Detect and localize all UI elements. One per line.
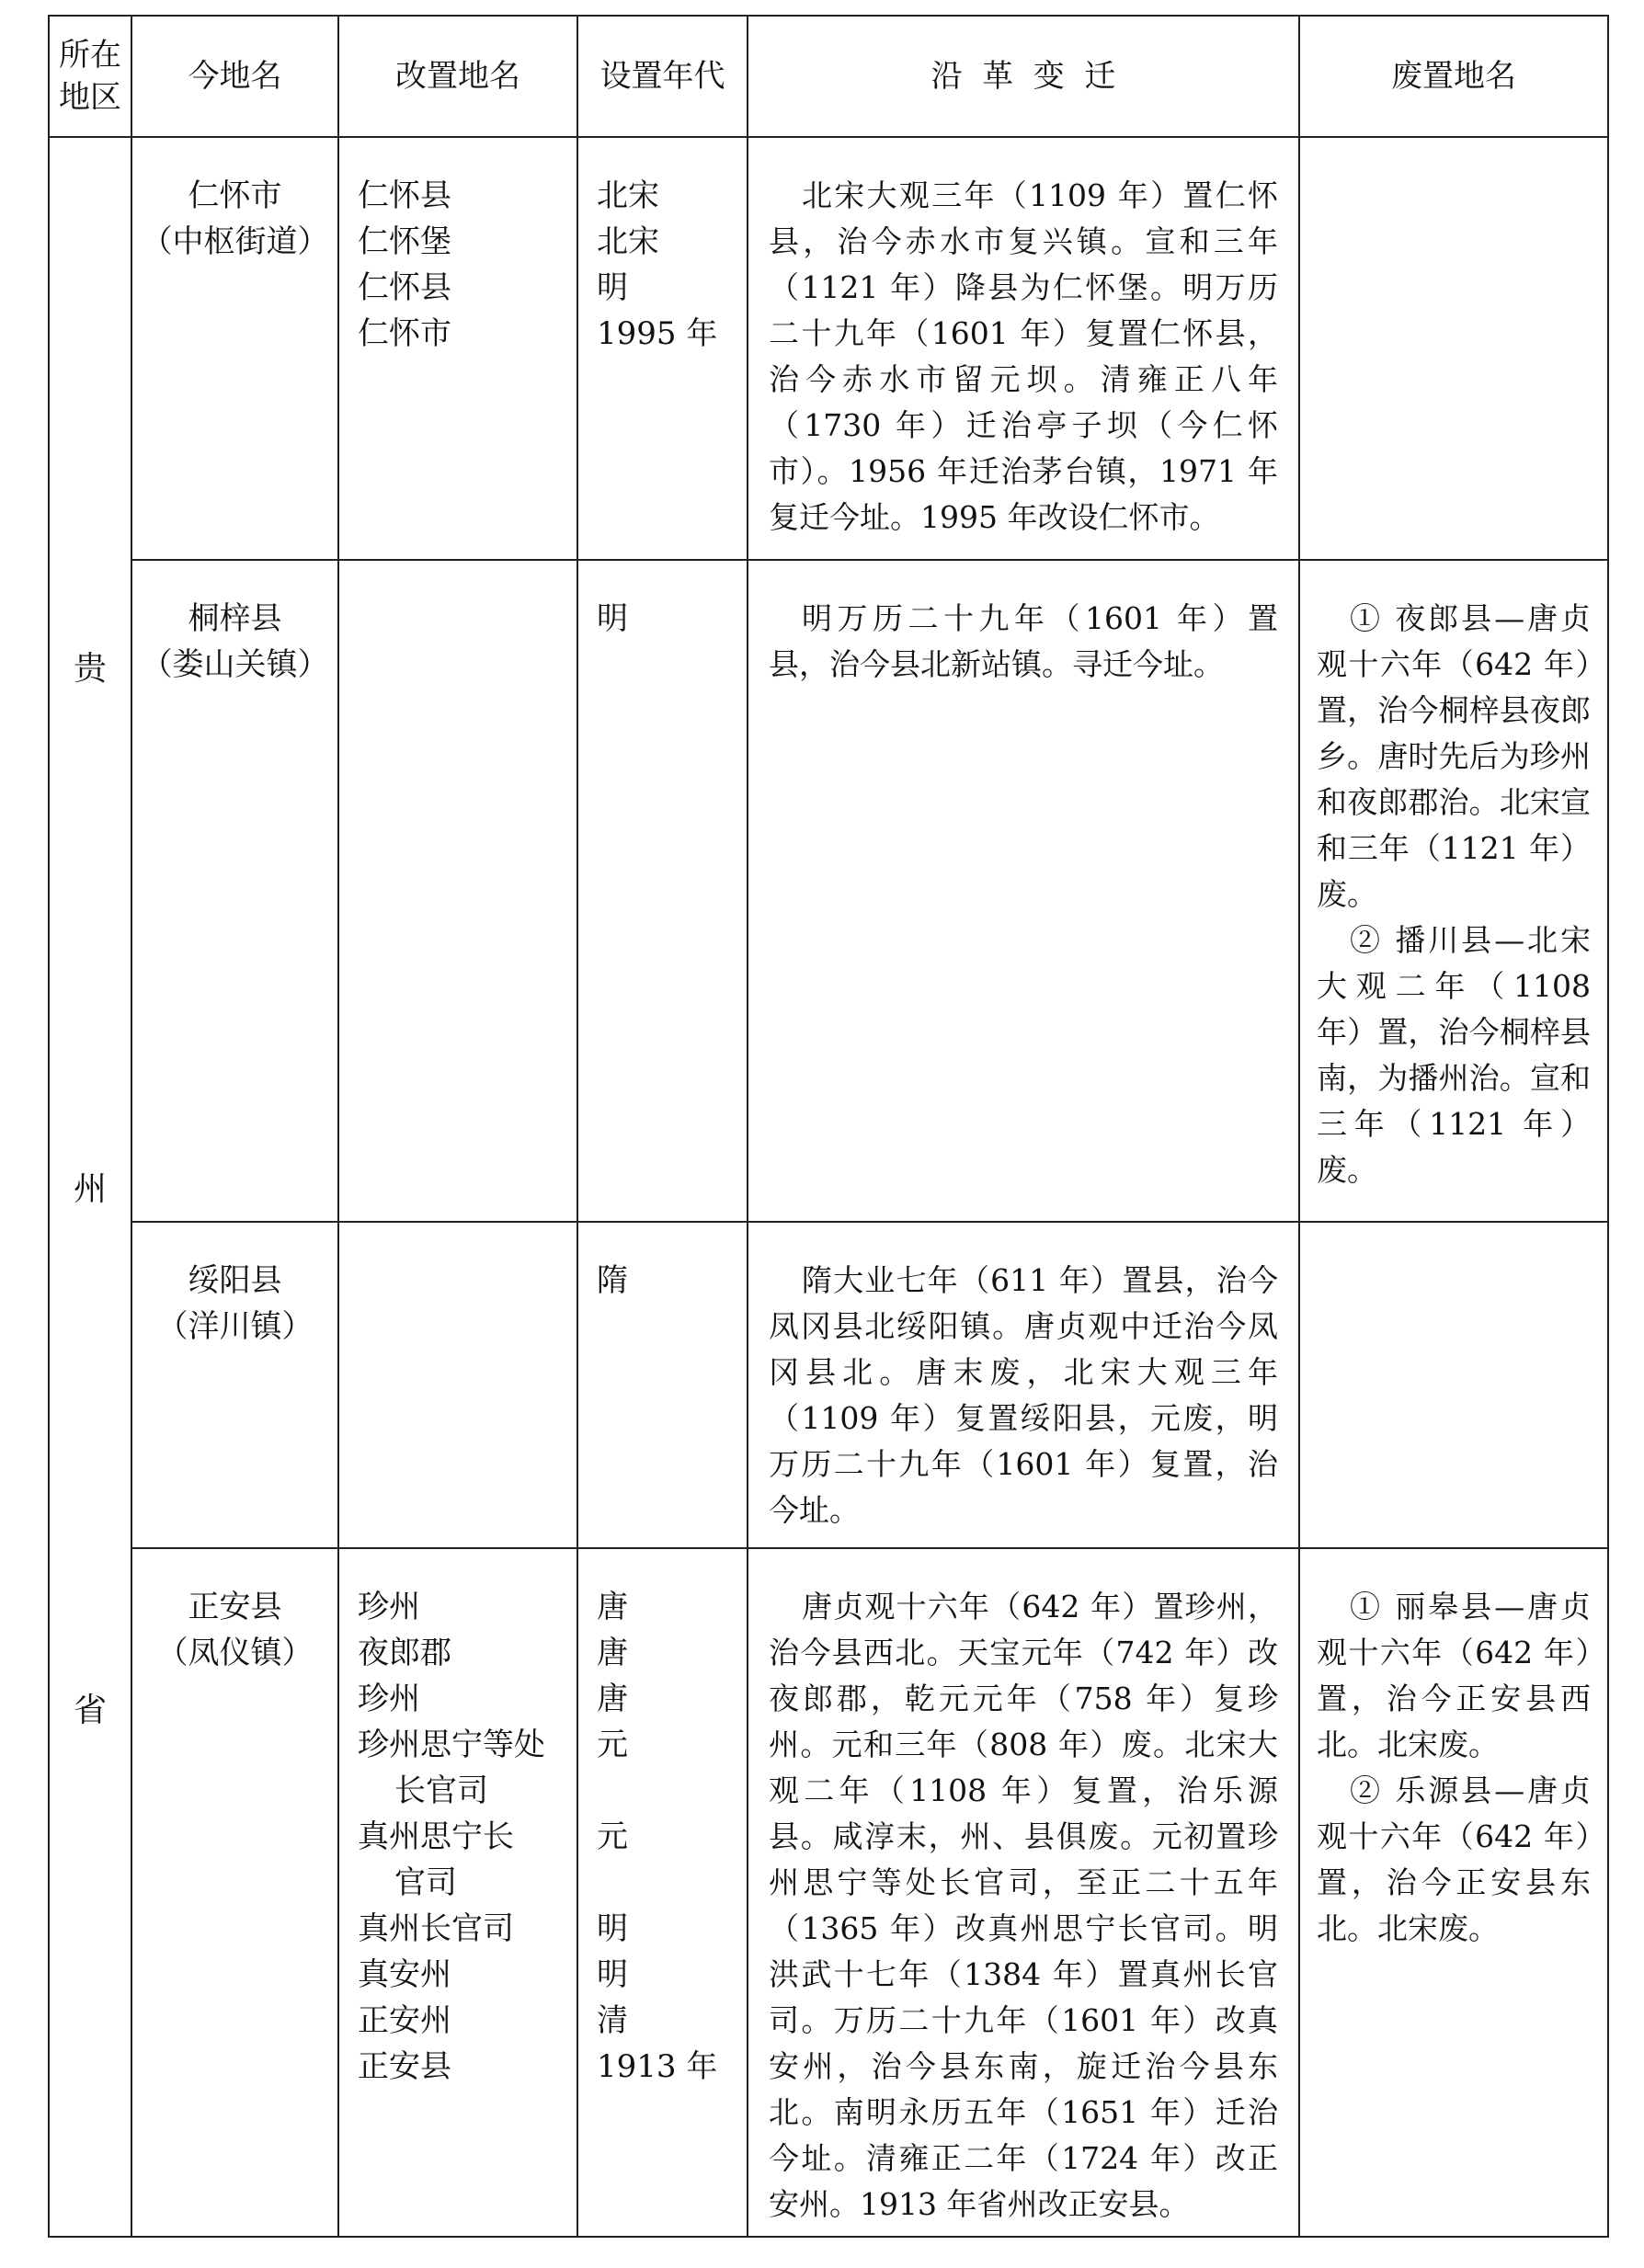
header-abolished: 废置地名 xyxy=(1299,16,1608,137)
history-text: 明万历二十九年（1601 年）置县，治今县北新站镇。寻迁今址。 xyxy=(769,600,1278,682)
renamed-cell xyxy=(338,1548,577,2237)
renamed-item: 正安县 xyxy=(358,2048,451,2085)
year-cell xyxy=(577,1548,748,2237)
year-item: 明 xyxy=(597,600,628,637)
renamed-cell xyxy=(338,137,577,560)
header-renamed: 改置地名 xyxy=(338,16,577,137)
renamed-item: 真州思宁长 xyxy=(358,1818,514,1855)
history-text: 隋大业七年（611 年）置县，治今凤冈县北绥阳镇。唐贞观中迁治今凤冈县北。唐末废，北宋大观三年（1109 年）复置绥阳县，元废，明万历二十九年（1601 年）复置，治今址。 xyxy=(769,1262,1278,1528)
year-item: 北宋 xyxy=(597,223,659,260)
abolished-cell xyxy=(1299,137,1608,560)
year-item: 明 xyxy=(597,1910,628,1947)
header-current-name: 今地名 xyxy=(131,16,338,137)
table-row xyxy=(49,560,1608,1222)
year-item: 唐 xyxy=(597,1681,628,1717)
region-char: 州 xyxy=(73,1170,107,1209)
renamed-item: 长官司 xyxy=(394,1772,488,1809)
current-name: 绥阳县 xyxy=(188,1262,282,1299)
abolished-item: ① 丽皋县—唐贞观十六年（642 年）置，治今正安县西北。北宋废。 xyxy=(1317,1589,1591,1762)
header-history: 沿 革 变 迁 xyxy=(748,16,1299,137)
renamed-item: 官司 xyxy=(394,1864,457,1901)
year-item: 元 xyxy=(597,1818,628,1855)
year-item: 隋 xyxy=(597,1262,628,1299)
year-cell xyxy=(577,137,748,560)
current-name-cell xyxy=(131,1222,338,1548)
region-char: 贵 xyxy=(73,649,107,688)
region-cell xyxy=(49,137,131,2237)
renamed-cell xyxy=(338,1222,577,1548)
table-row xyxy=(49,1222,1608,1548)
gazetteer-table xyxy=(48,15,1609,2238)
history-text: 唐贞观十六年（642 年）置珍州，治今县西北。天宝元年（742 年）改夜郎郡，乾元元年（758 年）复珍州。元和三年（808 年）废。北宋大观二年（1108 年）复置，治乐源县。咸淳末，州、县俱废。元初置珍州思宁等处长官司，至正二十五年（1365 年）改真州思宁长官司。明洪武十七年（1384 年）置真州长官司。万历二十九年（1601 年）改真安州，治今县东南，旋迁治今县东北。南明永历五年（1651 年）迁治今址。清雍正二年（1724 年）改正安州。1913 年省州改正安县。 xyxy=(769,1589,1278,2222)
history-cell xyxy=(748,1222,1299,1548)
seat-name: （洋川镇） xyxy=(156,1308,314,1345)
abolished-cell xyxy=(1299,1548,1608,2237)
abolished-item: ② 播川县—北宋大观二年（1108 年）置，治今桐梓县南，为播州治。宣和三年（1121 年）废。 xyxy=(1317,922,1591,1188)
current-name: 桐梓县 xyxy=(188,600,282,637)
year-item: 唐 xyxy=(597,1635,628,1671)
history-cell xyxy=(748,137,1299,560)
year-item: 1995 年 xyxy=(597,315,718,352)
current-name: 正安县 xyxy=(188,1589,282,1625)
renamed-item: 真州长官司 xyxy=(358,1910,514,1947)
seat-name: （娄山关镇） xyxy=(141,646,329,683)
year-cell xyxy=(577,560,748,1222)
year-item: 清 xyxy=(597,2002,628,2039)
region-char: 省 xyxy=(73,1692,107,1730)
history-text: 北宋大观三年（1109 年）置仁怀县，治今赤水市复兴镇。宣和三年（1121 年）降县为仁怀堡。明万历二十九年（1601 年）复置仁怀县，治今赤水市留元坝。清雍正八年（1730 年）迁治亭子坝（今仁怀市）。1956 年迁治茅台镇，1971 年复迁今址。1995 年改设仁怀市。 xyxy=(769,177,1278,535)
year-item: 元 xyxy=(597,1727,628,1763)
abolished-item: ① 夜郎县—唐贞观十六年（642 年）置，治今桐梓县夜郎乡。唐时先后为珍州和夜郎郡治。北宋宣和三年（1121 年）废。 xyxy=(1317,600,1591,912)
renamed-cell xyxy=(338,560,577,1222)
renamed-item: 珍州思宁等处 xyxy=(358,1727,545,1763)
renamed-item: 仁怀堡 xyxy=(358,223,451,260)
seat-name: （凤仪镇） xyxy=(156,1635,314,1671)
renamed-item: 真安州 xyxy=(358,1956,451,1993)
renamed-item: 仁怀县 xyxy=(358,269,451,306)
current-name: 仁怀市 xyxy=(188,177,282,214)
renamed-item: 仁怀县 xyxy=(358,177,451,214)
year-item: 明 xyxy=(597,1956,628,1993)
year-item: 1913 年 xyxy=(597,2048,718,2085)
renamed-item: 珍州 xyxy=(358,1681,420,1717)
header-region: 所在 地区 xyxy=(49,16,131,137)
current-name-cell xyxy=(131,560,338,1222)
header-year: 设置年代 xyxy=(577,16,748,137)
abolished-cell xyxy=(1299,1222,1608,1548)
history-cell xyxy=(748,1548,1299,2237)
table-row xyxy=(49,1548,1608,2237)
renamed-item: 珍州 xyxy=(358,1589,420,1625)
year-cell xyxy=(577,1222,748,1548)
header-row xyxy=(49,16,1608,137)
year-item: 唐 xyxy=(597,1589,628,1625)
current-name-cell xyxy=(131,1548,338,2237)
abolished-item: ② 乐源县—唐贞观十六年（642 年）置，治今正安县东北。北宋废。 xyxy=(1317,1772,1591,1946)
year-item: 北宋 xyxy=(597,177,659,214)
renamed-item: 夜郎郡 xyxy=(358,1635,451,1671)
current-name-cell xyxy=(131,137,338,560)
history-cell xyxy=(748,560,1299,1222)
table-row xyxy=(49,137,1608,560)
renamed-item: 仁怀市 xyxy=(358,315,451,352)
seat-name: （中枢街道） xyxy=(141,223,329,260)
renamed-item: 正安州 xyxy=(358,2002,451,2039)
abolished-cell xyxy=(1299,560,1608,1222)
year-item: 明 xyxy=(597,269,628,306)
